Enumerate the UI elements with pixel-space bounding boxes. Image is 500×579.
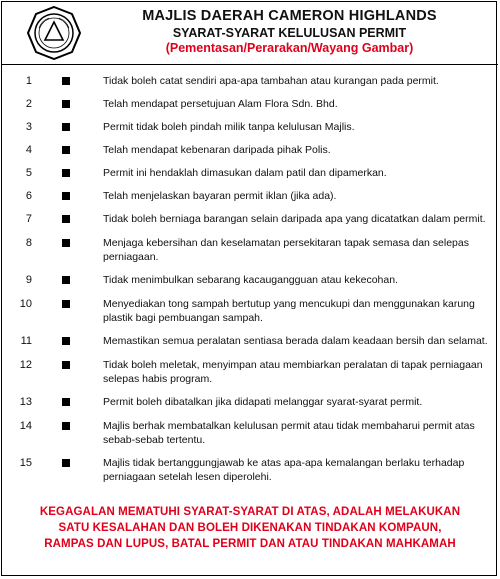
item-number: 9 [25,274,32,286]
item-text: Majlis tidak bertanggungjawab ke atas apa-apa kemalangan berlaku terhadap perniagaan setelah lesen diperolehi. [103,457,465,483]
item-text: Tidak boleh catat sendiri apa-apa tambahan atau kurangan pada permit. [103,75,439,87]
item-number: 12 [19,359,32,371]
item-text: Telah mendapat kebenaran daripada pihak Polis. [103,144,331,156]
item-text: Memastikan semua peralatan sentiasa berada dalam keadaan bersih dan selamat. [103,335,488,347]
square-bullet-icon [62,337,70,345]
square-bullet-icon [62,398,70,406]
warning-line: SATU KESALAHAN DAN BOLEH DIKENAKAN TINDAKAN KOMPAUN, [58,522,442,534]
square-bullet-icon [62,459,70,467]
item-text: Menyediakan tong sampah bertutup yang mencukupi dan menggunakan karung plastik bagi pembuangan sampah. [103,298,475,324]
square-bullet-icon [62,123,70,131]
document-subtitle: SYARAT-SYARAT KELULUSAN PERMIT [172,26,407,40]
item-text: Menjaga kebersihan dan keselamatan persekitaran tapak semasa dan selepas perniagaan. [103,237,469,263]
item-text: Telah menjelaskan bayaran permit iklan (jika ada). [103,190,337,202]
item-text: Permit tidak boleh pindah milik tanpa kelulusan Majlis. [103,121,355,133]
square-bullet-icon [62,169,70,177]
item-text: Telah mendapat persetujuan Alam Flora Sdn. Bhd. [103,98,338,110]
item-number: 15 [19,457,32,469]
item-number: 13 [19,396,32,408]
item-text: Majlis berhak membatalkan kelulusan permit atau tidak membaharui permit atas sebab-sebab tertentu. [103,420,475,446]
item-text: Tidak boleh meletak, menyimpan atau membiarkan peralatan di tapak perniagaan selepas habis program. [103,359,483,385]
item-number: 7 [25,213,32,225]
square-bullet-icon [62,100,70,108]
square-bullet-icon [62,422,70,430]
item-number: 6 [25,190,32,202]
item-text: Tidak menimbulkan sebarang kacaugangguan atau kekecohan. [103,274,398,286]
item-number: 8 [25,237,32,249]
square-bullet-icon [62,239,70,247]
header-titles [92,8,487,56]
warning-notice [8,504,492,552]
square-bullet-icon [62,146,70,154]
square-bullet-icon [62,192,70,200]
header-divider [2,64,498,65]
item-number: 14 [19,420,32,432]
document-header [2,2,498,62]
warning-line: KEGAGALAN MEMATUHI SYARAT-SYARAT DI ATAS, ADALAH MELAKUKAN [39,506,461,518]
square-bullet-icon [62,300,70,308]
item-text: Permit ini hendaklah dimasukan dalam patil dan dipamerkan. [103,167,387,179]
item-number: 5 [25,167,32,179]
item-number: 3 [25,121,32,133]
council-seal-icon [27,6,81,60]
item-text: Permit boleh dibatalkan jika didapati melanggar syarat-syarat permit. [103,396,423,408]
permit-category: (Pementasan/Perarakan/Wayang Gambar) [165,41,414,55]
item-number: 4 [25,144,32,156]
item-number: 11 [20,335,32,347]
item-number: 10 [19,298,32,310]
item-number: 2 [25,98,32,110]
warning-line: RAMPAS DAN LUPUS, BATAL PERMIT DAN ATAU TINDAKAN MAHKAMAH [44,538,456,550]
council-title: MAJLIS DAERAH CAMERON HIGHLANDS [142,8,437,24]
document-frame [1,1,497,576]
square-bullet-icon [62,361,70,369]
square-bullet-icon [62,276,70,284]
item-text: Tidak boleh berniaga barangan selain daripada apa yang dicatatkan dalam permit. [103,213,486,225]
square-bullet-icon [62,215,70,223]
item-number: 1 [25,75,32,87]
square-bullet-icon [62,77,70,85]
